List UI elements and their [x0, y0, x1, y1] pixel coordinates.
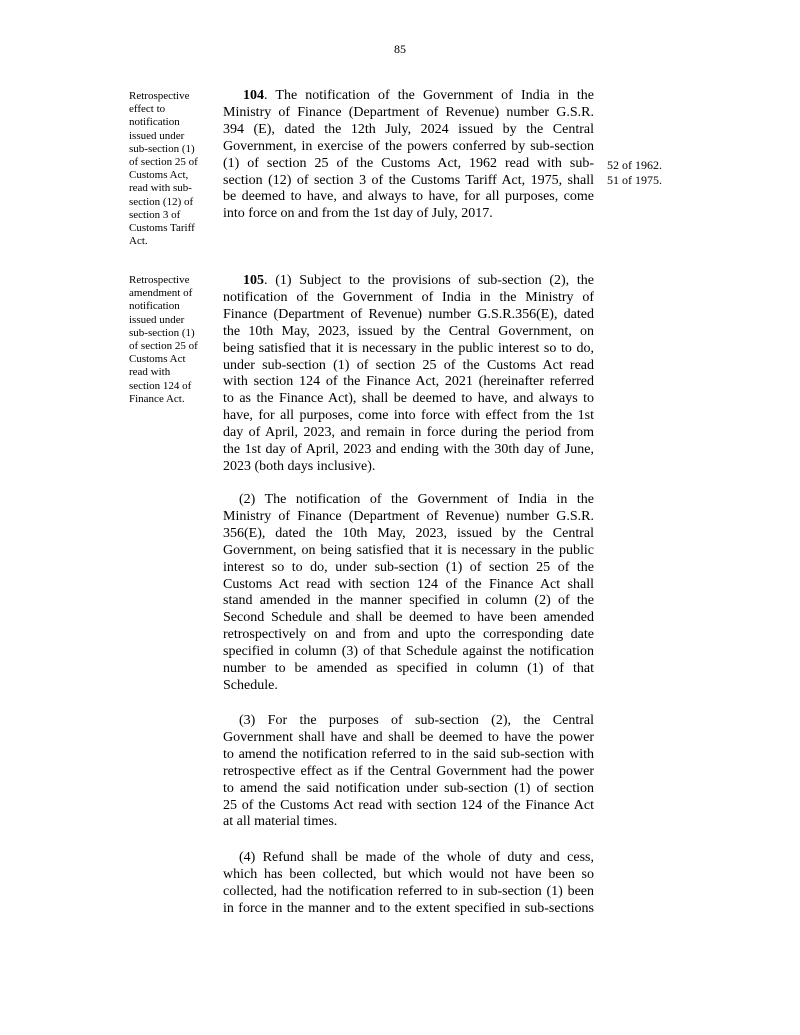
text-line: Retrospective [129, 90, 190, 102]
text-line: which has been collected, but which would not have been so [223, 866, 594, 882]
section-104-opening-text: . The notification of the Government of India in the [264, 88, 594, 103]
text-line: to amend the said notification under sub-section (1) of section [223, 780, 594, 796]
text-line: issued under [129, 129, 185, 142]
text-line: into force on and from the 1st day of July, 2017. [223, 206, 493, 222]
section-104-body [223, 105, 594, 223]
text-line: 51 of 1975. [607, 173, 662, 187]
section-104 [223, 88, 594, 223]
side-references [607, 158, 687, 188]
text-line: Customs Act, [129, 169, 189, 182]
page-number: 85 [394, 42, 406, 56]
text-line: Government, on being satisfied that it is necessary in the public [223, 542, 594, 558]
section-105-first-line [223, 273, 594, 290]
text-line: with section 124 of the Finance Act, 2021 (hereinafter referred [223, 374, 594, 390]
text-line: be deemed to have, and always to have, for all purposes, come [223, 189, 594, 205]
text-line: 356(E), dated the 10th May, 2023, issued by the Central [223, 525, 594, 541]
text-line: stand amended in the manner specified in column (2) of the [223, 593, 594, 609]
text-line: of section 25 of [129, 156, 198, 169]
text-line: retrospective effect as if the Central Government had the power [223, 763, 594, 779]
text-line: notification of the Government of India in the Ministry of [223, 289, 594, 305]
section-105-subsection-1 [223, 290, 594, 476]
section-number-105: 105 [243, 273, 264, 288]
text-line: collected, had the notification referred to in sub-section (1) been [223, 883, 594, 899]
text-line: section (12) of section 3 of the Customs Tariff Act, 1975, shall [223, 172, 594, 188]
text-line: Schedule. [223, 677, 278, 693]
section-105-subsection-2 [223, 492, 594, 695]
text-line: to amend the notification referred to in the said sub-section with [223, 746, 594, 762]
text-line: notification [129, 300, 180, 313]
text-line: read with sub- [129, 182, 192, 195]
text-line: to as the Finance Act), shall be deemed to have, and always to [223, 391, 594, 407]
text-line: 394 (E), dated the 12th July, 2024 issued by the Central [223, 121, 594, 137]
text-line: (1) of section 25 of the Customs Act, 1962 read with sub- [223, 155, 594, 171]
text-line: sub-section (1) [129, 326, 195, 339]
text-line: (4) Refund shall be made of the whole of duty and cess, [239, 850, 594, 865]
text-line: Government, in exercise of the powers conferred by sub-section [223, 138, 594, 154]
text-line: Customs Act read with section 124 of the Finance Act shall [223, 576, 594, 592]
section-104-first-line [223, 88, 594, 105]
text-line: in force in the manner and to the extent specified in sub-sections [223, 900, 594, 916]
text-line: section (12) of [129, 195, 194, 208]
text-line: Customs Act [129, 353, 186, 366]
text-line: number to be amended as specified in column (1) of that [223, 661, 594, 677]
text-line: specified in column (3) of that Schedule against the notification [223, 644, 594, 660]
text-line: Ministry of Finance (Department of Revenue) number G.S.R. [223, 104, 594, 120]
text-line: (2) The notification of the Government of India in the [239, 492, 594, 507]
section-105 [223, 273, 594, 476]
text-line: section 124 of [129, 379, 192, 392]
text-line: 2023 (both days inclusive). [223, 458, 376, 474]
text-line: 52 of 1962. [607, 158, 662, 172]
text-line: Government shall have and shall be deemed to have the power [223, 729, 594, 745]
text-line: at all material times. [223, 814, 338, 830]
section-number-104: 104 [243, 88, 264, 103]
text-line: Finance (Department of Revenue) number G.S.R.356(E), dated [223, 306, 594, 322]
text-line: notification [129, 116, 180, 129]
text-line: have, for all purposes, come into force with effect from the 1st [223, 408, 594, 424]
text-line: day of April, 2023, and remain in force during the period from [223, 425, 594, 441]
text-line: sub-section (1) [129, 142, 195, 155]
text-line: 25 of the Customs Act read with section 124 of the Finance Act [223, 797, 594, 813]
text-line: interest so to do, under sub-section (1) of section 25 of the [223, 559, 594, 575]
text-line: issued under [129, 313, 185, 326]
text-line: the 1st day of April, 2023 and ending with the 30th day of June, [223, 442, 594, 458]
text-line: Ministry of Finance (Department of Revenue) number G.S.R. [223, 508, 594, 524]
text-line: effect to [129, 103, 166, 116]
text-line: amendment of [129, 287, 193, 300]
section-105-subsection-3 [223, 713, 594, 831]
text-line: Retrospective [129, 274, 190, 286]
text-line: Second Schedule and shall be deemed to have been amended [223, 610, 594, 626]
text-line: under sub-section (1) of section 25 of the Customs Act read [223, 357, 594, 373]
text-line: Customs Tariff [129, 222, 195, 235]
text-line: the 10th May, 2023, issued by the Central Government, on [223, 323, 594, 339]
text-line: being satisfied that it is necessary in the public interest so to do, [223, 340, 594, 356]
text-line: retrospectively on and from and upto the corresponding date [223, 627, 594, 643]
text-line: of section 25 of [129, 340, 198, 353]
text-line: Act. [129, 235, 148, 248]
marginal-note-104 [129, 90, 211, 248]
text-line: (3) For the purposes of sub-section (2), the Central [239, 713, 594, 728]
section-105-subsection-4 [223, 850, 594, 918]
marginal-note-105 [129, 274, 211, 406]
text-line: read with [129, 366, 171, 379]
section-105-opening-text: . (1) Subject to the provisions of sub-section (2), the [264, 273, 594, 288]
text-line: Finance Act. [129, 392, 185, 405]
text-line: section 3 of [129, 208, 181, 221]
